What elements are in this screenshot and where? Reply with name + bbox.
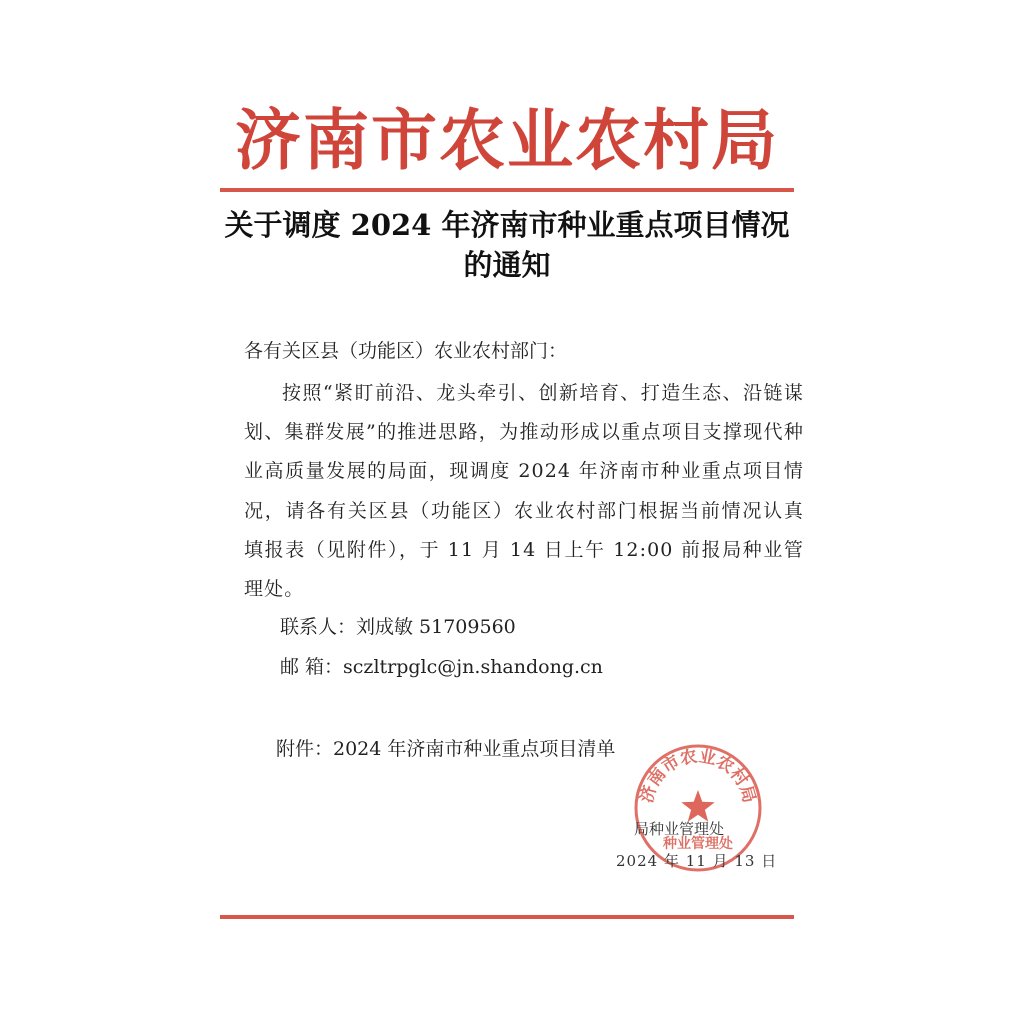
issuer: 局种业管理处 xyxy=(634,820,725,838)
red-rule-bottom xyxy=(220,915,794,919)
seal-ring-textpath: 济南市农业农村局 xyxy=(636,746,760,806)
contact-person: 联系人：刘成敏 51709560 xyxy=(280,616,516,638)
red-rule-top xyxy=(220,188,794,192)
masthead-org-name: 济南市农业农村局 xyxy=(235,101,779,179)
body-paragraph: 按照“紧盯前沿、龙头牵引、创新培育、打造生态、沿链谋划、集群发展”的推进思路，为推动形成以重点项目支撑现代种业高质量发展的局面，现调度 2024 年济南市种业重点项目情况，请各有关区县（功能区）农业农村部门根据当前情况认真填报表（见附件），于 11 月 14 日上午 12:00 前报局种业管理处。 xyxy=(244,382,804,601)
salutation: 各有关区县（功能区）农业农村部门： xyxy=(244,340,568,362)
document-title xyxy=(220,205,794,285)
document-title-line2: 的通知 xyxy=(463,248,551,282)
seal-inner-text: 种业管理处 xyxy=(663,836,733,852)
contact-email: 邮 箱：sczltrpglc@jn.shandong.cn xyxy=(280,656,603,678)
issue-date: 2024 年 11 月 13 日 xyxy=(616,852,778,870)
document-title-line1: 关于调度 2024 年济南市种业重点项目情况 xyxy=(224,208,790,242)
attachment-line: 附件：2024 年济南市种业重点项目清单 xyxy=(276,738,616,760)
